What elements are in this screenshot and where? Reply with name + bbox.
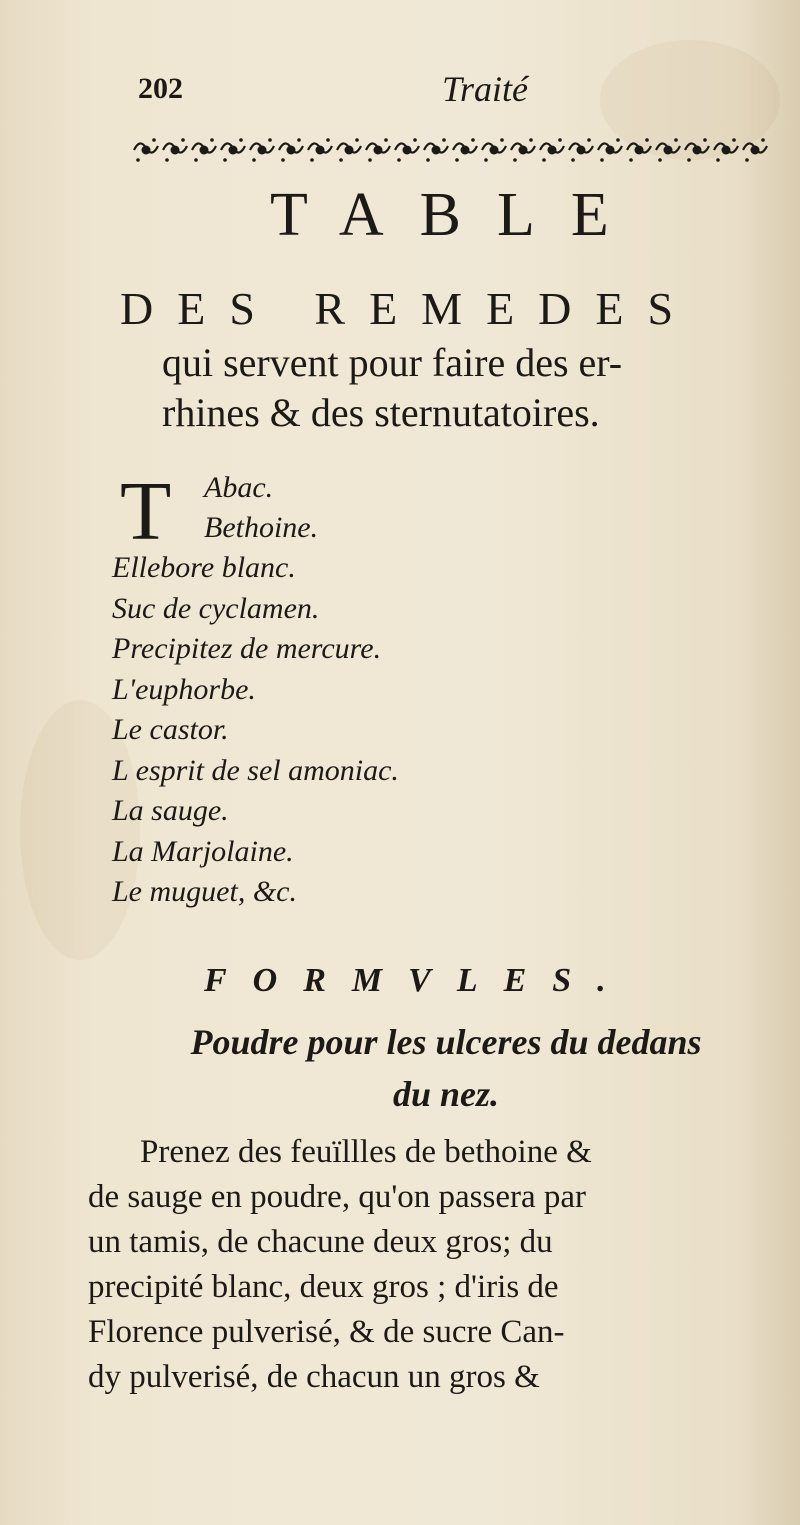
page-number: 202 — [138, 72, 183, 105]
section-heading: FORMVLES. — [204, 962, 632, 999]
body-line: precipité blanc, deux gros ; d'iris de — [88, 1269, 559, 1305]
floral-band-ornament-icon — [132, 130, 772, 170]
drop-cap: T — [120, 465, 172, 558]
remedy-list — [112, 465, 772, 913]
page-header — [130, 62, 740, 112]
recipe-title-line: Poudre pour les ulceres du dedans — [190, 1022, 702, 1062]
remedy-item: Ellebore blanc. — [112, 551, 296, 584]
page-title: TABLE — [270, 181, 645, 249]
recipe-title — [116, 1016, 776, 1120]
intro-line: rhines & des sternutatoires. — [162, 390, 600, 435]
body-line: un tamis, de chacune deux gros; du — [88, 1224, 553, 1260]
remedy-item: L esprit de sel amoniac. — [112, 753, 399, 787]
body-line: dy pulverisé, de chacun un gros & — [88, 1359, 540, 1395]
remedy-item: Le muguet, &c. — [112, 875, 297, 908]
remedy-item: Bethoine. — [204, 511, 319, 544]
remedy-item: Le castor. — [112, 713, 229, 746]
remedy-item: La Marjolaine. — [112, 834, 294, 868]
recipe-body — [88, 1130, 778, 1400]
recipe-title-line: du nez. — [392, 1074, 500, 1114]
intro-line: qui servent pour faire des er- — [162, 340, 623, 385]
remedy-item: L'euphorbe. — [112, 672, 256, 706]
running-title: Traité — [442, 69, 529, 109]
remedy-item: Suc de cyclamen. — [112, 591, 320, 625]
page-subtitle: DES REMEDES — [120, 283, 698, 334]
remedy-item: La sauge. — [112, 794, 229, 827]
body-line: Florence pulverisé, & de sucre Can- — [88, 1314, 565, 1350]
remedy-item: Abac. — [204, 471, 274, 504]
remedy-item: Precipitez de mercure. — [112, 632, 382, 665]
intro-text — [162, 338, 782, 438]
body-line: de sauge en poudre, qu'on passera par — [88, 1179, 587, 1215]
remedy-list-opening — [112, 465, 772, 558]
body-line: Prenez des feuïllles de bethoine & — [140, 1134, 592, 1170]
